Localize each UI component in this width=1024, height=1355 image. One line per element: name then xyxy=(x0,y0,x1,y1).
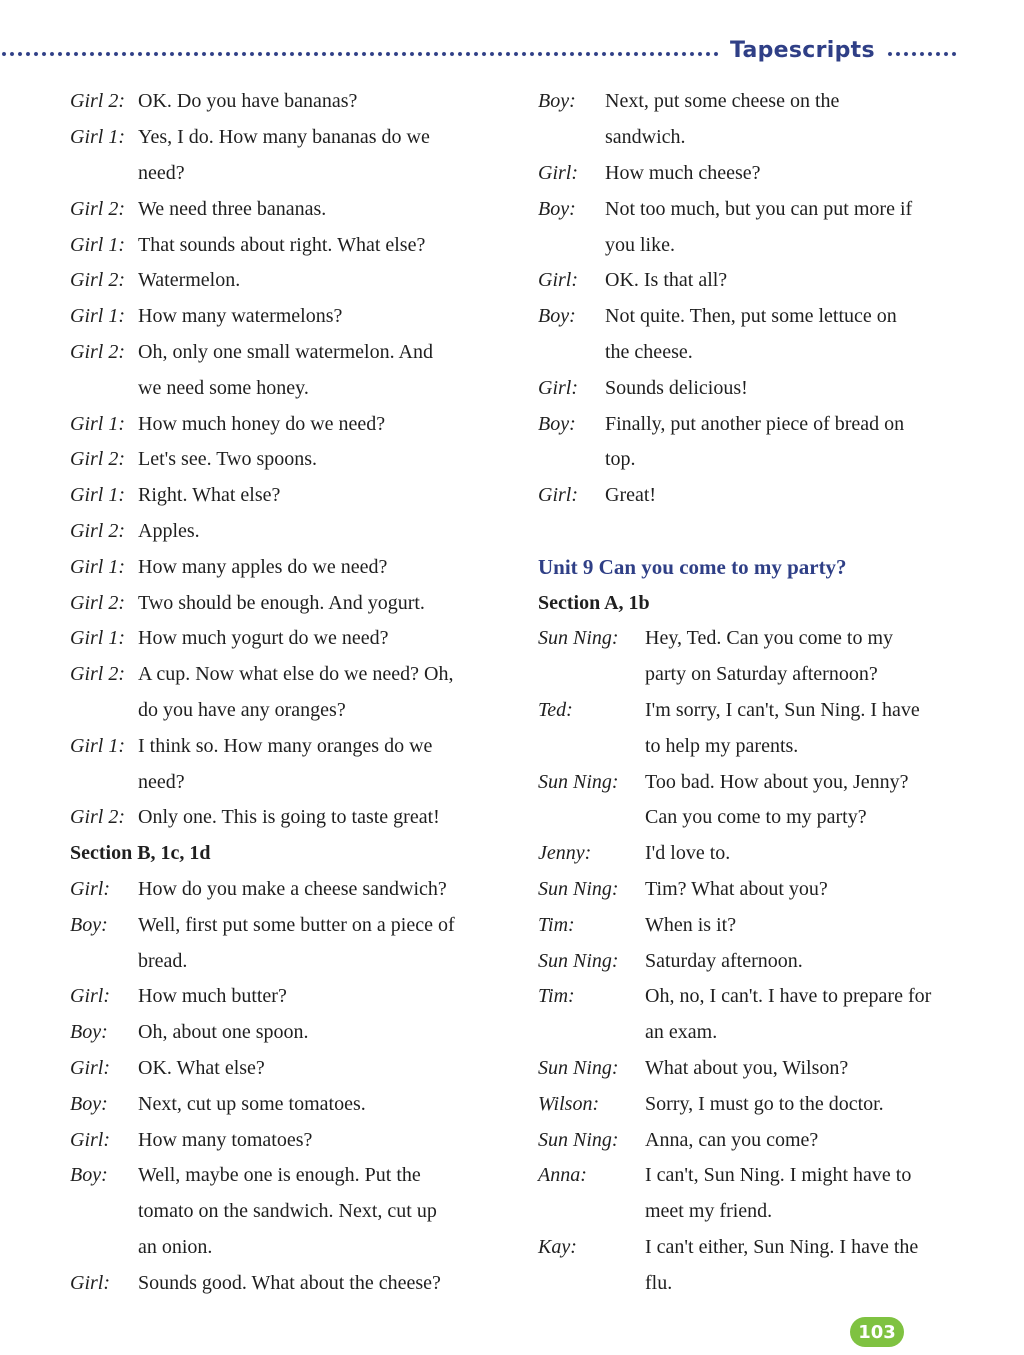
dialogue-line xyxy=(538,478,988,514)
speaker-label: Jenny: xyxy=(538,842,592,865)
speaker-label: Tim: xyxy=(538,913,575,936)
dialogue-text: A cup. Now what else do we need? Oh, xyxy=(138,663,454,686)
dialogue-line xyxy=(70,1158,520,1194)
speaker-label: Girl 2: xyxy=(70,197,125,220)
dialogue-text: When is it? xyxy=(645,913,737,936)
dialogue-text: I can't either, Sun Ning. I have the xyxy=(645,1235,919,1258)
dialogue-text: OK. Is that all? xyxy=(605,269,728,292)
dialogue-line xyxy=(70,120,520,156)
dialogue-text: How many apples do we need? xyxy=(138,555,388,578)
dialogue-line xyxy=(538,943,988,979)
speaker-label: Boy: xyxy=(538,305,576,328)
dialogue-line xyxy=(70,728,520,764)
dialogue-continuation: an onion. xyxy=(138,1235,213,1258)
dialogue-continuation: sandwich. xyxy=(605,126,686,149)
dialogue-text: Oh, only one small watermelon. And xyxy=(138,340,433,363)
speaker-label: Girl 1: xyxy=(70,627,125,650)
dialogue-text: Finally, put another piece of bread on xyxy=(605,412,905,435)
dialogue-continuation: top. xyxy=(605,448,636,471)
dialogue-line xyxy=(70,263,520,299)
dialogue-text: What about you, Wilson? xyxy=(645,1056,849,1079)
dialogue-continuation: meet my friend. xyxy=(645,1200,773,1223)
dialogue-line xyxy=(70,406,520,442)
dialogue-line xyxy=(70,1265,520,1301)
speaker-label: Ted: xyxy=(538,698,573,721)
dialogue-line xyxy=(70,514,520,550)
speaker-label: Girl 2: xyxy=(70,269,125,292)
right-column xyxy=(538,84,988,1301)
speaker-label: Girl: xyxy=(538,269,578,292)
dialogue-line xyxy=(538,1086,988,1122)
speaker-label: Sun Ning: xyxy=(538,1128,619,1151)
speaker-label: Boy: xyxy=(70,1164,108,1187)
dialogue-text: Next, cut up some tomatoes. xyxy=(138,1092,366,1115)
header-dot-rule-right xyxy=(886,47,958,61)
dialogue-text: Tim? What about you? xyxy=(645,877,828,900)
dialogue-text: How much honey do we need? xyxy=(138,412,386,435)
speaker-label: Girl 2: xyxy=(70,663,125,686)
speaker-label: Girl 2: xyxy=(70,591,125,614)
dialogue-continuation: tomato on the sandwich. Next, cut up xyxy=(138,1200,437,1223)
dialogue-text: OK. What else? xyxy=(138,1056,265,1079)
dialogue-line xyxy=(538,299,988,335)
dialogue-continuation: need? xyxy=(138,161,185,184)
dialogue-text: OK. Do you have bananas? xyxy=(138,90,358,113)
dialogue-text: I can't, Sun Ning. I might have to xyxy=(645,1164,912,1187)
dialogue-text: Too bad. How about you, Jenny? xyxy=(645,770,909,793)
speaker-label: Girl: xyxy=(538,161,578,184)
speaker-label: Girl 1: xyxy=(70,484,125,507)
dialogue-line xyxy=(538,764,988,800)
dialogue-text: I'm sorry, I can't, Sun Ning. I have xyxy=(645,698,920,721)
speaker-label: Girl 1: xyxy=(70,233,125,256)
speaker-label: Girl 2: xyxy=(70,519,125,542)
dialogue-continuation: party on Saturday afternoon? xyxy=(645,663,878,686)
speaker-label: Sun Ning: xyxy=(538,627,619,650)
dialogue-text: How much butter? xyxy=(138,985,287,1008)
dialogue-line xyxy=(70,1122,520,1158)
speaker-label: Girl 2: xyxy=(70,448,125,471)
dialogue-line xyxy=(538,370,988,406)
dialogue-text: How do you make a cheese sandwich? xyxy=(138,877,447,900)
dialogue-continuation: you like. xyxy=(605,233,675,256)
speaker-label: Boy: xyxy=(70,1092,108,1115)
dialogue-line xyxy=(538,191,988,227)
speaker-label: Girl 1: xyxy=(70,305,125,328)
dialogue-text: Hey, Ted. Can you come to my xyxy=(645,627,893,650)
dialogue-text: Oh, about one spoon. xyxy=(138,1021,309,1044)
speaker-label: Kay: xyxy=(538,1235,577,1258)
left-column xyxy=(70,84,520,1301)
speaker-label: Girl: xyxy=(70,877,110,900)
dialogue-text: Well, maybe one is enough. Put the xyxy=(138,1164,421,1187)
dialogue-line xyxy=(70,907,520,943)
dialogue-text: We need three bananas. xyxy=(138,197,327,220)
speaker-label: Girl: xyxy=(70,1056,110,1079)
speaker-label: Boy: xyxy=(70,913,108,936)
dialogue-line xyxy=(70,1086,520,1122)
speaker-label: Girl: xyxy=(70,1128,110,1151)
dialogue-continuation: need? xyxy=(138,770,185,793)
dialogue-text: Next, put some cheese on the xyxy=(605,90,840,113)
section-heading: Section B, 1c, 1d xyxy=(70,842,211,865)
speaker-label: Sun Ning: xyxy=(538,770,619,793)
dialogue-line xyxy=(70,1051,520,1087)
dialogue-line xyxy=(538,836,988,872)
dialogue-line xyxy=(538,84,988,120)
speaker-label: Girl 2: xyxy=(70,340,125,363)
dialogue-text: Not quite. Then, put some lettuce on xyxy=(605,305,897,328)
dialogue-text: I think so. How many oranges do we xyxy=(138,734,433,757)
dialogue-text: How much cheese? xyxy=(605,161,761,184)
dialogue-line xyxy=(70,979,520,1015)
header-dot-rule-left xyxy=(0,47,720,61)
dialogue-line xyxy=(70,621,520,657)
speaker-label: Anna: xyxy=(538,1164,587,1187)
speaker-label: Girl: xyxy=(70,985,110,1008)
dialogue-line xyxy=(70,549,520,585)
speaker-label: Girl 2: xyxy=(70,806,125,829)
speaker-label: Sun Ning: xyxy=(538,949,619,972)
dialogue-text: Not too much, but you can put more if xyxy=(605,197,913,220)
speaker-label: Boy: xyxy=(70,1021,108,1044)
speaker-label: Girl 1: xyxy=(70,412,125,435)
dialogue-text: Sounds delicious! xyxy=(605,376,748,399)
speaker-label: Tim: xyxy=(538,985,575,1008)
dialogue-line xyxy=(538,263,988,299)
dialogue-text: How many tomatoes? xyxy=(138,1128,313,1151)
dialogue-text: Anna, can you come? xyxy=(645,1128,819,1151)
dialogue-text: I'd love to. xyxy=(645,842,731,865)
dialogue-text: Oh, no, I can't. I have to prepare for xyxy=(645,985,932,1008)
speaker-label: Boy: xyxy=(538,197,576,220)
dialogue-line xyxy=(70,299,520,335)
dialogue-line xyxy=(538,1230,988,1266)
speaker-label: Sun Ning: xyxy=(538,877,619,900)
dialogue-line xyxy=(70,335,520,371)
unit-heading: Unit 9 Can you come to my party? xyxy=(538,554,847,579)
dialogue-line xyxy=(538,406,988,442)
speaker-label: Sun Ning: xyxy=(538,1056,619,1079)
dialogue-line xyxy=(70,1015,520,1051)
dialogue-text: Two should be enough. And yogurt. xyxy=(138,591,425,614)
dialogue-line xyxy=(70,227,520,263)
speaker-label: Girl 1: xyxy=(70,126,125,149)
dialogue-line xyxy=(70,872,520,908)
dialogue-text: Yes, I do. How many bananas do we xyxy=(138,126,430,149)
dialogue-line xyxy=(70,585,520,621)
dialogue-line xyxy=(538,979,988,1015)
dialogue-line xyxy=(70,191,520,227)
dialogue-line xyxy=(70,800,520,836)
dialogue-line xyxy=(538,156,988,192)
dialogue-continuation: the cheese. xyxy=(605,340,693,363)
dialogue-line xyxy=(538,621,988,657)
dialogue-line xyxy=(70,84,520,120)
dialogue-line xyxy=(70,478,520,514)
dialogue-text: Well, first put some butter on a piece of xyxy=(138,913,455,936)
speaker-label: Boy: xyxy=(538,412,576,435)
dialogue-line xyxy=(538,907,988,943)
dialogue-line xyxy=(538,1122,988,1158)
page-header-title: Tapescripts xyxy=(730,38,875,63)
dialogue-text: How much yogurt do we need? xyxy=(138,627,389,650)
section-heading: Section A, 1b xyxy=(538,591,650,614)
speaker-label: Girl: xyxy=(538,484,578,507)
speaker-label: Wilson: xyxy=(538,1092,600,1115)
speaker-label: Girl: xyxy=(538,376,578,399)
spacer xyxy=(538,514,988,550)
dialogue-text: Only one. This is going to taste great! xyxy=(138,806,440,829)
dialogue-text: Let's see. Two spoons. xyxy=(138,448,318,471)
dialogue-text: Apples. xyxy=(138,519,200,542)
speaker-label: Girl 1: xyxy=(70,555,125,578)
dialogue-text: Sounds good. What about the cheese? xyxy=(138,1271,441,1294)
dialogue-line xyxy=(538,872,988,908)
dialogue-continuation: we need some honey. xyxy=(138,376,309,399)
speaker-label: Girl 1: xyxy=(70,734,125,757)
dialogue-continuation: to help my parents. xyxy=(645,734,799,757)
dialogue-line xyxy=(70,442,520,478)
dialogue-line xyxy=(538,693,988,729)
dialogue-line xyxy=(70,657,520,693)
dialogue-continuation: flu. xyxy=(645,1271,673,1294)
page-number-badge: 103 xyxy=(850,1317,904,1347)
dialogue-continuation: bread. xyxy=(138,949,188,972)
speaker-label: Girl: xyxy=(70,1271,110,1294)
dialogue-line xyxy=(538,1158,988,1194)
dialogue-text: Great! xyxy=(605,484,657,507)
dialogue-text: Watermelon. xyxy=(138,269,241,292)
dialogue-text: Right. What else? xyxy=(138,484,281,507)
speaker-label: Boy: xyxy=(538,90,576,113)
dialogue-continuation: an exam. xyxy=(645,1021,718,1044)
dialogue-text: Saturday afternoon. xyxy=(645,949,803,972)
speaker-label: Girl 2: xyxy=(70,90,125,113)
dialogue-continuation: Can you come to my party? xyxy=(645,806,867,829)
dialogue-text: How many watermelons? xyxy=(138,305,343,328)
dialogue-text: That sounds about right. What else? xyxy=(138,233,426,256)
dialogue-text: Sorry, I must go to the doctor. xyxy=(645,1092,884,1115)
dialogue-line xyxy=(538,1051,988,1087)
dialogue-continuation: do you have any oranges? xyxy=(138,698,346,721)
